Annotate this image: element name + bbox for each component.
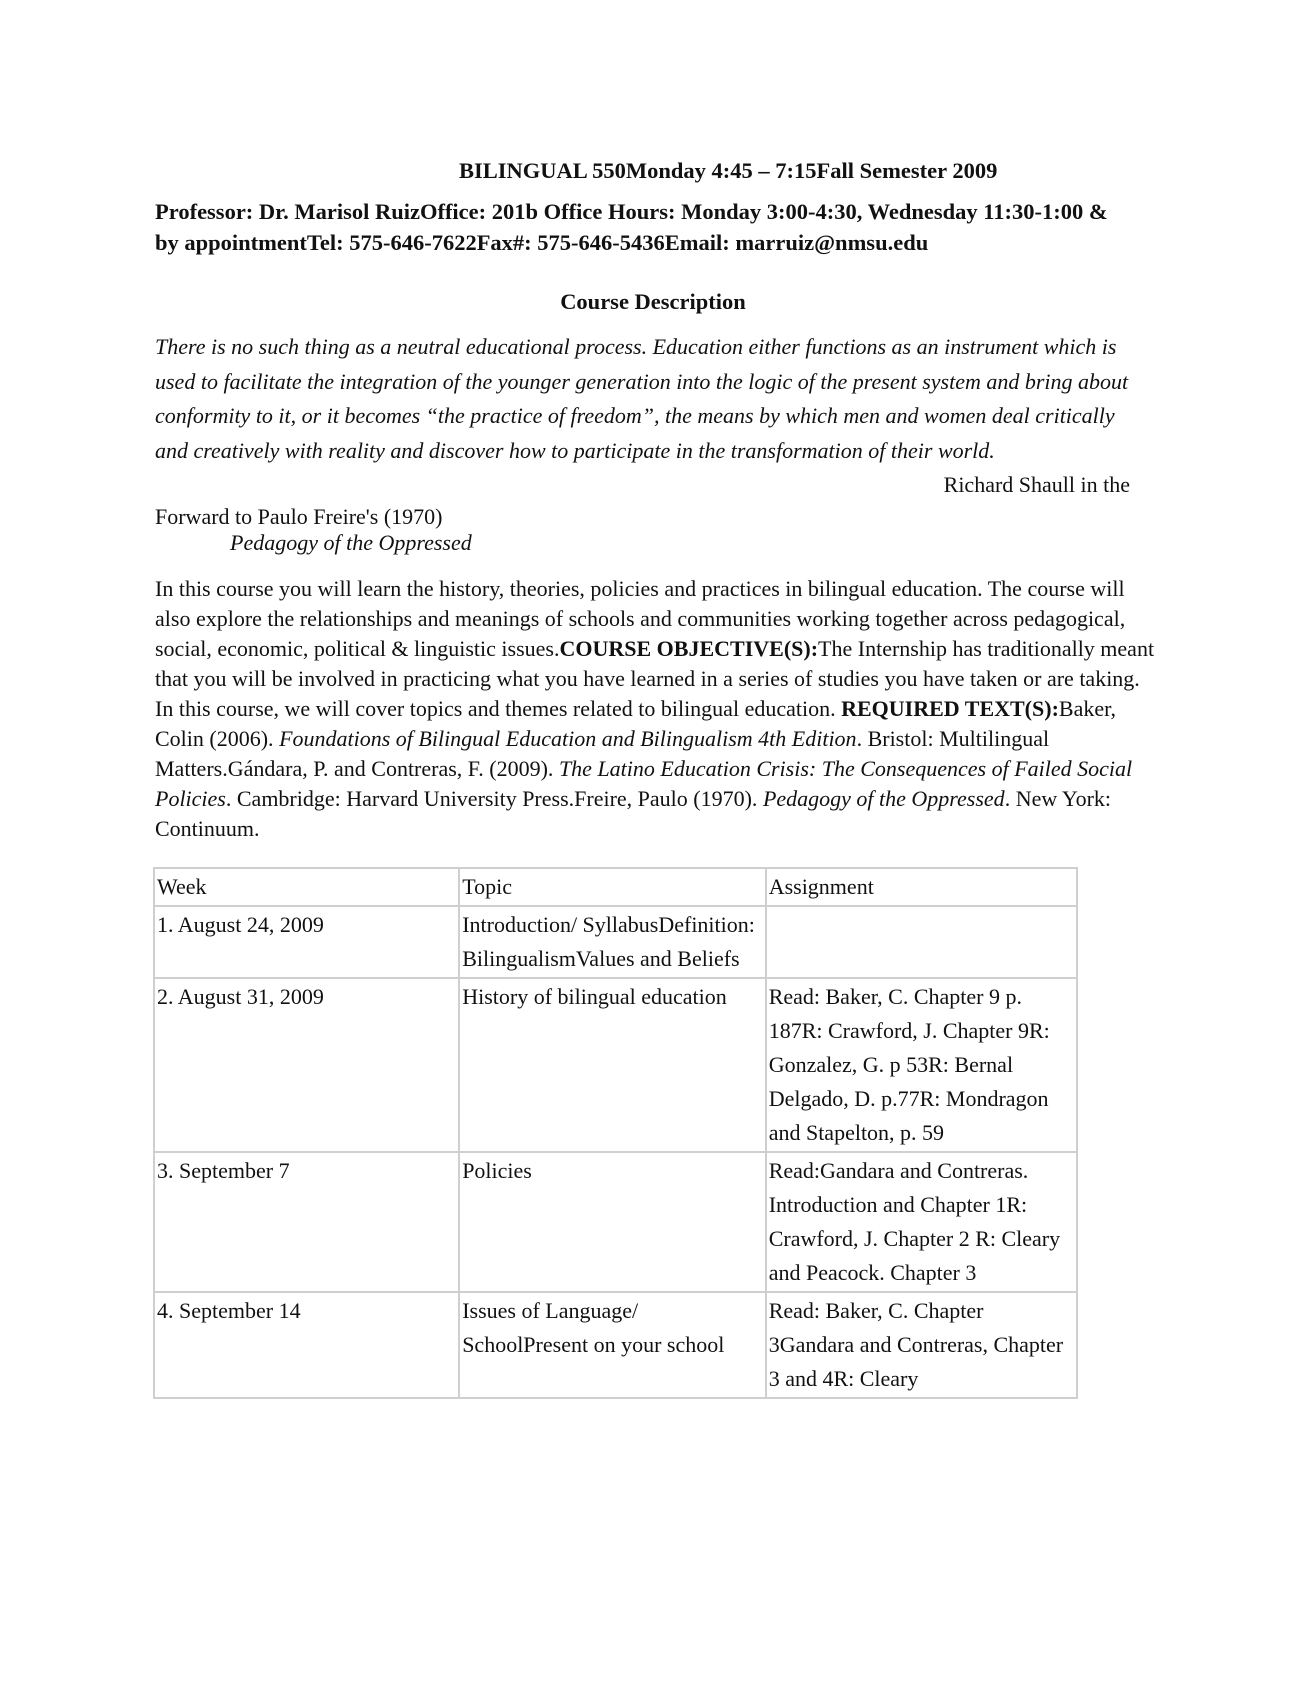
reference-2-publisher: . Cambridge: Harvard University Press. [225,786,575,811]
reference-2-author: Gándara, P. and Contreras, F. (2009). [227,756,559,781]
table-header-row [154,868,1077,906]
course-objective-label: COURSE OBJECTIVE(S): [559,636,819,661]
epigraph-attribution: Richard Shaull in the [943,472,1130,497]
topic-cell: History of bilingual education [459,978,766,1152]
reference-2-title: The Latino Education Crisis: The Consequences of Failed Social Policies [155,756,1133,811]
column-header-week: Week [154,868,459,906]
assignment-cell [766,906,1077,978]
epigraph-quote-block [155,330,1140,503]
reference-1-title: Foundations of Bilingual Education and Bilingualism 4th Edition [279,726,857,751]
epigraph-book-title: Pedagogy of the Oppressed [230,530,472,555]
column-header-assignment: Assignment [766,868,1077,906]
reference-3-publisher: . New York: Continuum. [155,786,1112,841]
assignment-cell: Read: Baker, C. Chapter 9 p. 187R: Crawford, J. Chapter 9R: Gonzalez, G. p 53R: Bernal Delgado, D. p.77R: Mondragon and Stapelton, p. 59 [766,978,1077,1152]
week-cell: 2. August 31, 2009 [154,978,459,1152]
required-texts-label: REQUIRED TEXT(S): [841,696,1059,721]
topic-cell: Issues of Language/ SchoolPresent on your school [459,1292,766,1398]
week-cell: 1. August 24, 2009 [154,906,459,978]
reference-1-publisher: . Bristol: Multilingual Matters. [155,726,1050,781]
assignment-cell: Read:Gandara and Contreras. Introduction and Chapter 1R: Crawford, J. Chapter 2 R: Cleary and Peacock. Chapter 3 [766,1152,1077,1292]
course-description-heading: Course Description [560,289,746,314]
reference-1-author: Baker, Colin (2006). [155,696,1117,751]
week-cell: 3. September 7 [154,1152,459,1292]
epigraph-quote: There is no such thing as a neutral educational process. Education either functions as an instrument which is used to facilitate the integration of the younger generation into the logic of the present system and bring about conformity to it, or it becomes “the practice of freedom”, the means by which men and women deal critically and creatively with reality and discover how to participate in the transformation of their world. [155,334,1129,463]
course-intro: In this course you will learn the history, theories, policies and practices in bilingual education. The course will also explore the relationships and meanings of schools and communities working together across pedagogical, social, economic, political & linguistic issues. [155,576,1126,661]
professor-info: Professor: Dr. Marisol RuizOffice: 201b Office Hours: Monday 3:00-4:30, Wednesday 11:30-1:00 & by appointmentTel: 575-646-7622Fax#: 575-646-5436Email: marruiz@nmsu.edu [155,199,1108,255]
table-row [154,978,1077,1152]
course-body-text [155,574,1155,844]
schedule-table [153,867,1078,1399]
epigraph-source: Forward to Paulo Freire's (1970) [155,504,443,529]
course-title: BILINGUAL 550Monday 4:45 – 7:15Fall Semester 2009 [459,158,998,183]
assignment-cell: Read: Baker, C. Chapter 3Gandara and Contreras, Chapter 3 and 4R: Cleary [766,1292,1077,1398]
table-row [154,906,1077,978]
course-objective-text: The Internship has traditionally meant that you will be involved in practicing what you have learned in a series of studies you have taken or are taking. In this course, we will cover topics and themes related to bilingual education. [155,636,1155,721]
topic-cell: Policies [459,1152,766,1292]
reference-3-title: Pedagogy of the Oppressed [762,786,1005,811]
column-header-topic: Topic [459,868,766,906]
table-row [154,1292,1077,1398]
topic-cell: Introduction/ SyllabusDefinition: BilingualismValues and Beliefs [459,906,766,978]
table-row [154,1152,1077,1292]
reference-3-author: Freire, Paulo (1970). [574,786,763,811]
week-cell: 4. September 14 [154,1292,459,1398]
